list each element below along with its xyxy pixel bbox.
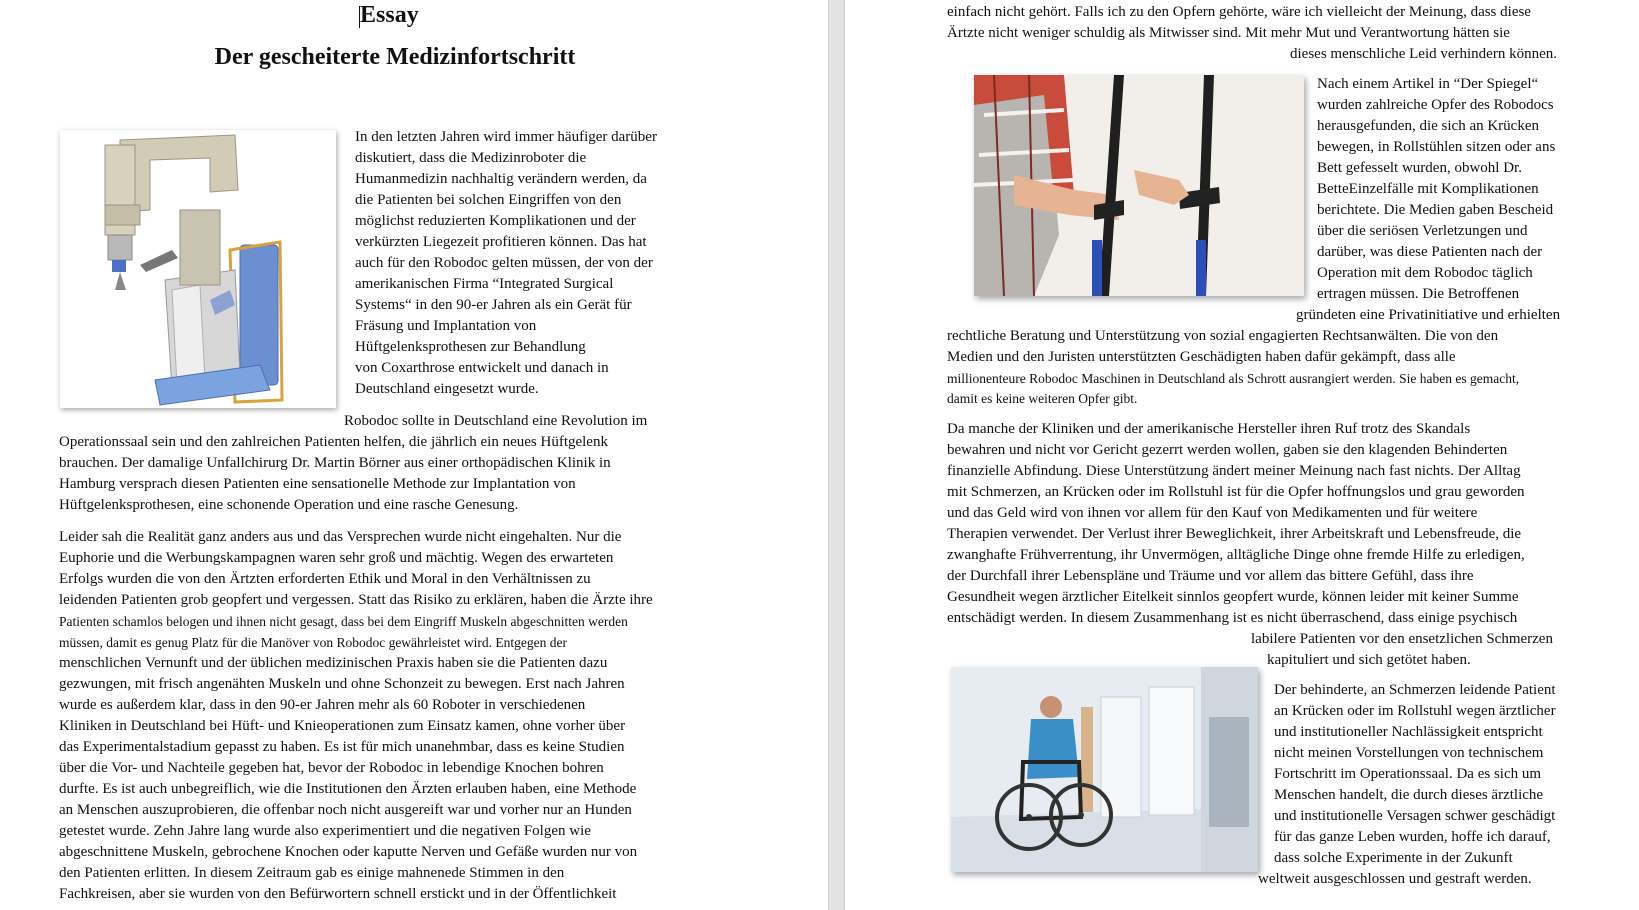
text-line: Menschen handelt, die durch dieses ärztliche: [1274, 787, 1544, 803]
text-line: BetteEinzelfälle mit Komplikationen: [1317, 181, 1539, 197]
text-line: einfach nicht gehört. Falls ich zu den Opfern gehörte, wäre ich vielleicht der Meinung, dass diese: [947, 4, 1531, 20]
text-line: getestet wurde. Zehn Jahre lang wurde also experimentiert und die negativen Folgen wie: [59, 823, 591, 839]
text-line: verkürzten Liegezeit profitieren können. Das hat: [355, 234, 647, 250]
text-line: Systems“ in den 90-er Jahren als ein Gerät für: [355, 297, 632, 313]
text-line: brauchen. Der damalige Unfallchirurg Dr. Martin Börner aus einer orthopädischen Klinik in: [59, 455, 611, 471]
text-line: In den letzten Jahren wird immer häufiger darüber: [355, 129, 657, 145]
text-line: mit Schmerzen, an Krücken oder im Rollstuhl ist für die Opfer hoffnungslos und grau geworden: [947, 484, 1525, 500]
text-line: der Durchfall ihrer Lebenspläne und Träume und vor allem das bittere Gefühl, dass ihre: [947, 568, 1474, 584]
text-line: Erfolgs wurden die von den Ärtzten erforderten Ethik und Moral in den Verhältnissen zu: [59, 571, 591, 587]
text-line: Humanmedizin nachhaltig verändern werden, da: [355, 171, 647, 187]
text-line: und institutionelle Versagen schwer geschädigt: [1274, 808, 1556, 824]
text-line: Operationssaal sein und den zahlreichen Patienten helfen, die jährlich ein neues Hüftgelenk: [59, 434, 608, 450]
text-line: dieses menschliche Leid verhindern können.: [1290, 46, 1557, 62]
right-page: [845, 0, 1639, 910]
text-line: durfte. Es ist auch unbegreiflich, wie die Institutionen den Ärzten erlauben haben, eine Methode: [59, 781, 637, 797]
text-line: Gesundheit wegen ärztlicher Eitelkeit sinnlos geopfert wurde, können leider mit keiner Summe: [947, 589, 1519, 605]
text-line: ertragen müssen. Die Betroffenen: [1317, 286, 1520, 302]
text-line: die Patienten bei solchen Eingriffen von den: [355, 192, 622, 208]
text-line: menschlichen Vernunft und der üblichen medizinischen Praxis haben sie die Patienten dazu: [59, 655, 608, 671]
page-gutter: [828, 0, 845, 910]
robodoc-robot-image[interactable]: [60, 130, 336, 408]
document-title: Der gescheiterte Medizinfortschritt: [214, 44, 576, 70]
text-line: das Experimentalstadium gepasst zu haben. Es ist für mich unanehmbar, dass es keine Studien: [59, 739, 625, 755]
text-line: Fachkreisen, aber sie wurden von den Befürwortern schnell erstickt und in der Öffentlichkeit: [59, 886, 617, 902]
text-line: abgeschnittene Muskeln, gebrochene Knochen oder kaputte Nerven und Gefäße wurden nur von: [59, 844, 638, 860]
text-line: zwanghafte Frühverrentung, ihr Unvermögen, alltägliche Dinge ohne fremde Hilfe zu erledigen,: [947, 547, 1525, 563]
text-line: Bett gefesselt wurden, obwohl Dr.: [1317, 160, 1522, 176]
text-line: leidenden Patienten grob geopfert und vergessen. Statt das Risiko zu erklären, haben die Ärzte ihre: [59, 592, 653, 608]
text-line: an Menschen auszuprobieren, die offenbar noch nicht ausgereift war und vorher nur an Hunden: [59, 802, 632, 818]
text-line: Euphorie und die Werbungskampagnen waren sehr groß und mächtig. Wegen des erwarteten: [59, 550, 614, 566]
text-line: Nach einem Artikel in “Der Spiegel“: [1317, 76, 1539, 92]
text-line: dass solche Experimente in der Zukunft: [1274, 850, 1513, 866]
text-cursor: [359, 6, 360, 28]
crutches-photo[interactable]: [974, 75, 1304, 296]
text-line: Hamburg versprach diesen Patienten eine sensationelle Methode zur Implantation von: [59, 476, 576, 492]
text-line: Operation mit dem Robodoc täglich: [1317, 265, 1533, 281]
text-line: berichtete. Die Medien gaben Bescheid: [1317, 202, 1554, 218]
text-line: und institutioneller Nachlässigkeit entspricht: [1274, 724, 1543, 740]
text-line: rechtliche Beratung und Unterstützung von sozial engagierten Rechtsanwälten. Die von den: [947, 328, 1499, 344]
text-line: Der behinderte, an Schmerzen leidende Patient: [1274, 682, 1556, 698]
text-line: Medien und den Juristen unterstützten Geschädigten haben dafür gekämpft, dass alle: [947, 349, 1456, 365]
text-line: herausgefunden, die sich an Krücken: [1317, 118, 1539, 134]
text-line: über die Vor- und Nachteile gegeben hat, bevor der Robodoc in lebendige Knochen bohren: [59, 760, 604, 776]
wheelchair-illustration: [951, 667, 1258, 872]
text-line: Hüftgelenksprothesen zur Behandlung: [355, 339, 586, 355]
text-line: und das Geld wird von ihnen vor allem für den Kauf von Medikamenten und für weitere: [947, 505, 1478, 521]
text-line: müssen, damit es genug Platz für die Manöver von Robodoc gewährleistet wird. Entgegen der: [59, 635, 567, 650]
text-line: Da manche der Kliniken und der amerikanische Hersteller ihren Ruf trotz des Skandals: [947, 421, 1471, 437]
text-line: bewegen, in Rollstühlen sitzen oder ans: [1317, 139, 1556, 155]
text-line: Kliniken in Deutschland bei Hüft- und Knieoperationen zum Einsatz kamen, ohne vorher über: [59, 718, 626, 734]
text-line: wurden zahlreiche Opfer des Robodocs: [1317, 97, 1554, 113]
text-line: gezwungen, mit frisch angenähten Muskeln und ohne Schonzeit zu bewegen. Erst nach Jahren: [59, 676, 625, 692]
text-line: Fräsung und Implantation von: [355, 318, 537, 334]
text-line: Fortschritt im Operationssaal. Da es sich um: [1274, 766, 1542, 782]
text-line: Hüftgelenksprothesen, eine schonende Operation und eine rasche Genesung.: [59, 497, 519, 513]
text-line: amerikanischen Firma “Integrated Surgical: [355, 276, 614, 292]
text-line: damit es keine weiteren Opfer gibt.: [947, 391, 1138, 406]
essay-heading: Essay: [360, 2, 419, 28]
text-line: für das ganze Leben wurden, hoffe ich darauf,: [1274, 829, 1551, 845]
text-line: nicht meinen Vorstellungen von technischem: [1274, 745, 1544, 761]
text-line: auch für den Robodoc gelten müssen, der von der: [355, 255, 653, 271]
text-line: millionenteure Robodoc Maschinen in Deutschland als Schrott ausrangiert werden. Sie haben es gemacht,: [947, 371, 1520, 386]
text-line: Therapien verwendet. Der Verlust ihrer Beweglichkeit, ihrer Arbeitskraft und Lebensfreude, die: [947, 526, 1522, 542]
text-line: wurde es außerdem klar, dass in den 90-er Jahren mehr als 60 Roboter in verschiedenen: [59, 697, 586, 713]
robot-illustration: [60, 130, 336, 408]
crutches-illustration: [974, 75, 1304, 296]
text-line: Deutschland eingesetzt wurde.: [355, 381, 539, 397]
text-line: labilere Patienten vor den ensetzlichen Schmerzen: [1251, 631, 1553, 647]
text-line: an Krücken oder im Rollstuhl wegen ärztlicher: [1274, 703, 1556, 719]
text-line: gründeten eine Privatinitiative und erhielten: [1296, 307, 1561, 323]
text-line: Patienten schamlos belogen und ihnen nicht gesagt, dass bei dem Eingriff Muskeln abgeschnitten werden: [59, 614, 628, 629]
text-line: von Coxarthrose entwickelt und danach in: [355, 360, 609, 376]
text-line: weltweit ausgeschlossen und gestraft werden.: [1258, 871, 1532, 887]
text-line: bewahren und nicht vor Gericht gezerrt werden wollen, gaben sie den klagenden Behinderten: [947, 442, 1508, 458]
text-line: diskutiert, dass die Medizinroboter die: [355, 150, 587, 166]
text-line: Ärtzte nicht weniger schuldig als Mitwisser sind. Mit mehr Mut und Verantwortung hätten sie: [947, 25, 1510, 41]
text-line: entschädigt werden. In diesem Zusammenhang ist es nicht überraschend, dass einige psychisch: [947, 610, 1518, 626]
wheelchair-photo[interactable]: [951, 667, 1258, 872]
text-line: kapituliert und sich getötet haben.: [1267, 652, 1471, 668]
text-line: Robodoc sollte in Deutschland eine Revolution im: [344, 413, 648, 429]
text-line: über die seriösen Verletzungen und: [1317, 223, 1528, 239]
text-line: finanzielle Abfindung. Diese Unterstützung ändert meiner Meinung nach fast nichts. Der Alltag: [947, 463, 1521, 479]
text-line: Leider sah die Realität ganz anders aus und das Versprechen wurde nicht eingehalten. Nur die: [59, 529, 622, 545]
text-line: möglichst reduzierten Komplikationen und der: [355, 213, 636, 229]
text-line: den Patienten erlitten. In diesem Zeitraum gab es einige mahnenede Stimmen in den: [59, 865, 565, 881]
text-line: darüber, was diese Patienten nach der: [1317, 244, 1543, 260]
